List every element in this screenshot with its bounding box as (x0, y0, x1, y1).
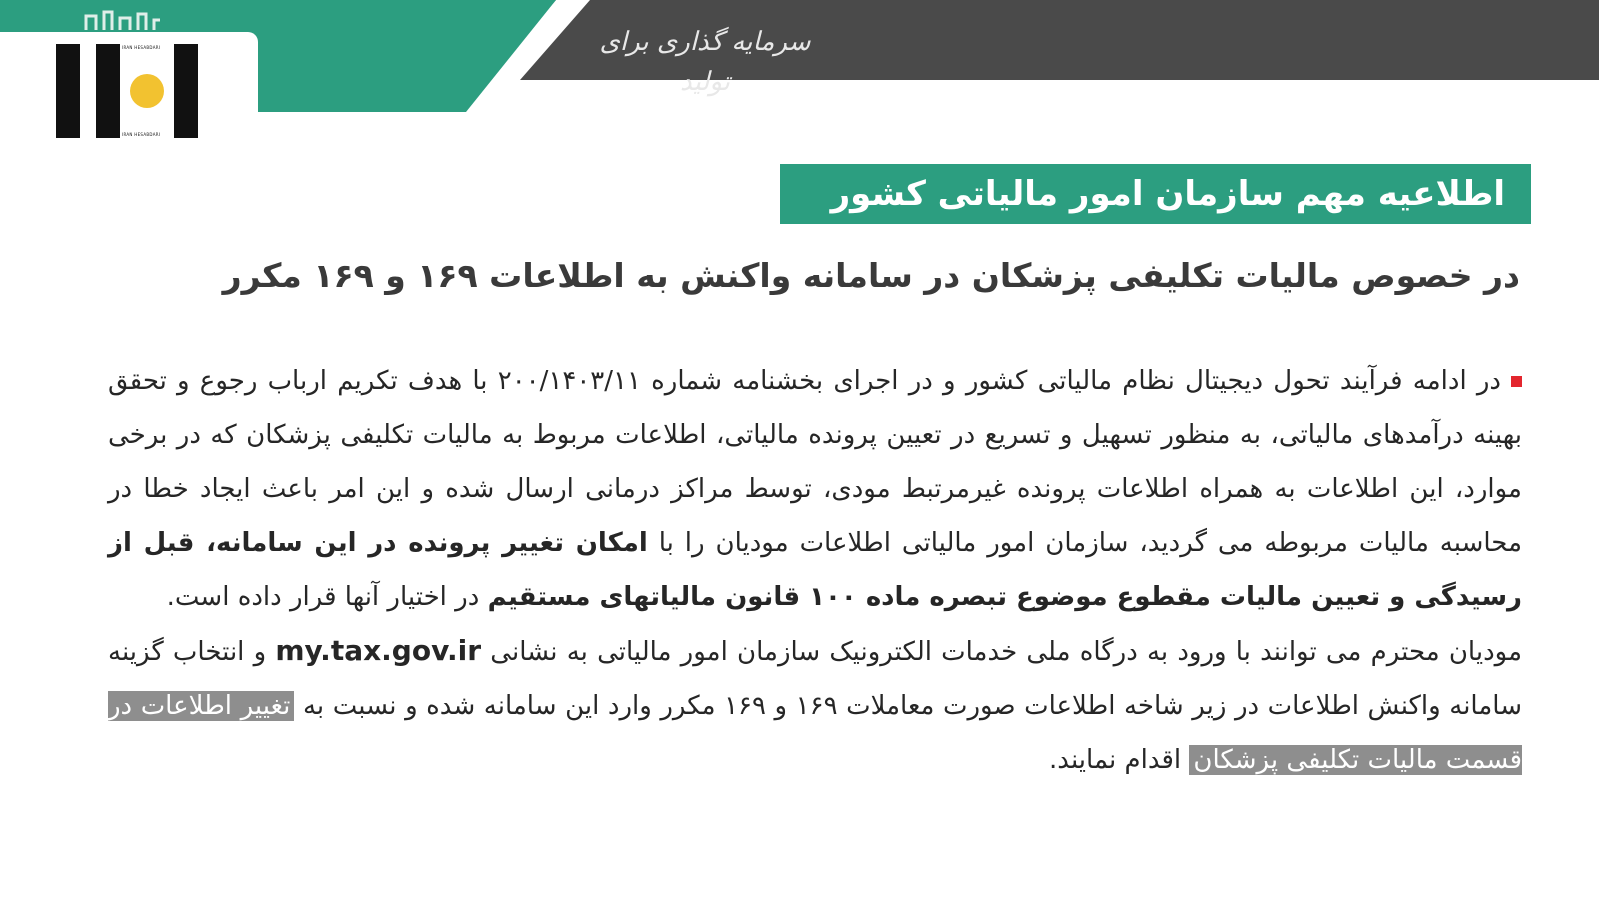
header-slogan: سرمایه گذاری برای تولید (599, 27, 811, 97)
highlighted-text: تغییر اطلاعات در قسمت مالیات تکلیفی پزشکان (108, 691, 1522, 775)
logo-tag-bottom: IRAN HESABDARI (122, 132, 161, 137)
tax-portal-link[interactable]: my.tax.gov.ir (275, 634, 482, 667)
paragraph-2 (108, 624, 1522, 787)
p1-text: در ادامه فرآیند تحول دیجیتال نظام مالیاتی کشور و در اجرای بخشنامه شماره ۲۰۰/۱۴۰۳/۱۱ با هدف تکریم ارباب رجوع و تحقق بهینه درآمدهای مالیاتی، به منظور تسهیل و تسریع در تعیین پرونده مالیاتی، اطلاعات مربوط به مالیات تکلیفی پزشکان که در برخی موارد، این اطلاعات به همراه اطلاعات پرونده غیرمرتبط مودی، توسط مراکز درمانی ارسال شده و این امر باعث ایجاد خطا در محاسبه مالیات مربوطه می گردید، سازمان امور مالیاتی اطلاعات مودیان را با (108, 366, 1523, 558)
p1-bold-text: امکان تغییر پرونده در این سامانه، قبل از رسیدگی و تعیین مالیات مقطوع موضوع تبصره ماده ۱۰۰ قانون مالیاتهای مستقیم (108, 528, 1522, 612)
notice-subtitle: در خصوص مالیات تکلیفی پزشکان در سامانه واکنش به اطلاعات ۱۶۹ و ۱۶۹ مکرر (222, 256, 1520, 295)
logo-bar-right (174, 44, 198, 138)
iran-hesabdari-logo-icon (56, 44, 198, 138)
logo-dot (130, 74, 164, 108)
paragraph-1 (108, 354, 1522, 624)
logo-bar-left (56, 44, 80, 138)
p1-end-text: در اختیار آنها قرار داده است. (166, 582, 480, 612)
p2-text: مودیان محترم می توانند با ورود به درگاه ملی خدمات الکترونیک سازمان امور مالیاتی به نشانی (490, 637, 1523, 667)
p2-end-text: اقدام نمایند. (1049, 745, 1182, 775)
bullet-icon (1511, 376, 1522, 387)
logo-bar-middle (96, 44, 120, 138)
logo-tag-top: IRAN HESABDARI (122, 45, 161, 50)
notice-body (108, 354, 1522, 787)
notice-title: اطلاعیه مهم سازمان امور مالیاتی کشور (780, 164, 1531, 224)
p2-middle-text: و انتخاب گزینه سامانه واکنش اطلاعات در زیر شاخه اطلاعات صورت معاملات ۱۶۹ و ۱۶۹ مکرر وارد این سامانه شده و نسبت به (108, 637, 1522, 721)
